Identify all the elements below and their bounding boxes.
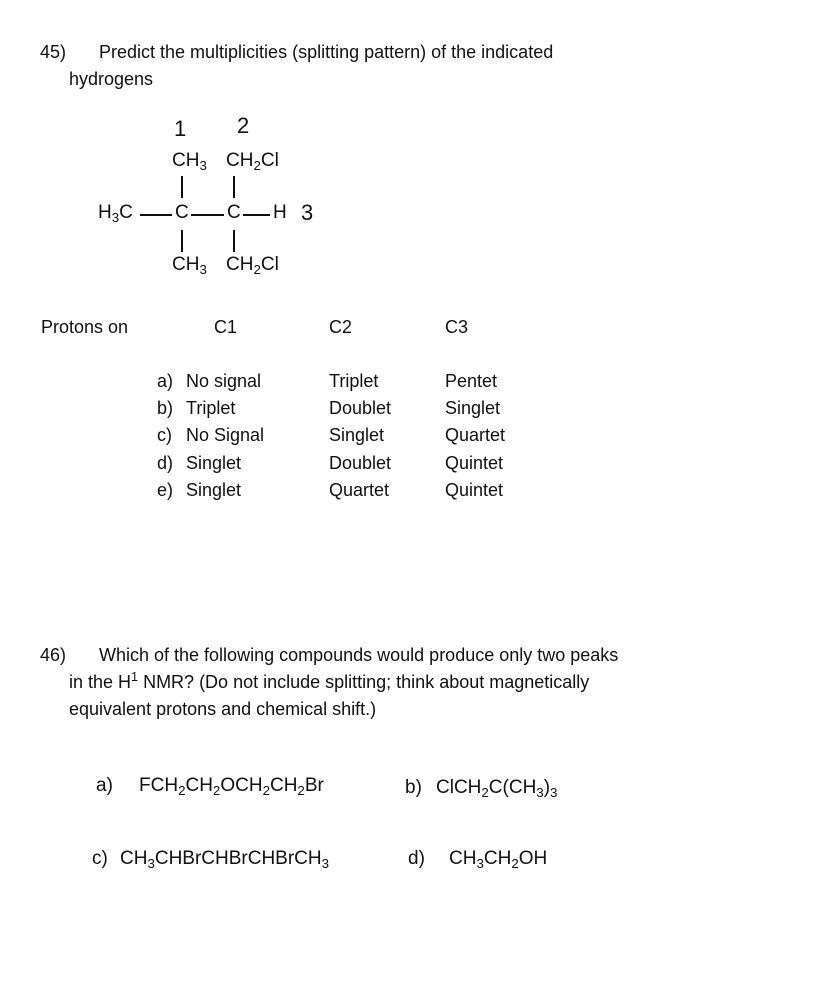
- bond-c1-top: [181, 176, 183, 198]
- option-letter: a): [96, 775, 113, 796]
- option-letter: a): [157, 371, 174, 391]
- option-c1: Singlet: [186, 453, 242, 473]
- option-c1: Triplet: [186, 398, 236, 418]
- q45-number: 45): [40, 42, 67, 62]
- q46-line2: [69, 672, 589, 693]
- bottom-chloromethyl: $CH_2Cl$: [226, 254, 279, 277]
- option-c2: Doublet: [329, 398, 392, 418]
- option-c1: Singlet: [186, 480, 242, 500]
- option-letter: b): [405, 777, 422, 798]
- q46-line3: equivalent protons and chemical shift.): [69, 699, 377, 719]
- bond-c2-bottom: [233, 230, 235, 252]
- superscript-1: 1: [131, 670, 139, 685]
- q45-prompt-line1: Predict the multiplicities (splitting pattern) of the indicated: [99, 42, 554, 62]
- bond-left: [140, 214, 172, 216]
- option-letter: b): [157, 398, 174, 418]
- q45-prompt-line2: hydrogens: [69, 69, 154, 89]
- formula-b: $ClCH_2C(CH_3)_3$: [436, 777, 558, 800]
- column-header-c2: C2: [329, 317, 353, 337]
- bond-c2-top: [233, 176, 235, 198]
- option-letter: d): [157, 453, 174, 473]
- option-c3: Quartet: [445, 425, 506, 445]
- carbon-label-3: 3: [301, 200, 314, 225]
- option-c3: Pentet: [445, 371, 498, 391]
- option-c2: Quartet: [329, 480, 390, 500]
- bond-c2-h: [243, 214, 270, 216]
- methine-carbon: C: [227, 202, 241, 223]
- bond-c1-c2: [191, 214, 224, 216]
- option-letter: d): [408, 848, 425, 869]
- row-header-protons-on: Protons on: [41, 317, 129, 337]
- option-letter: e): [157, 480, 174, 500]
- option-c2: Triplet: [329, 371, 379, 391]
- bond-c1-bottom: [181, 230, 183, 252]
- top-chloromethyl: $CH_2Cl$: [226, 150, 279, 173]
- option-letter: c): [92, 848, 108, 869]
- option-c1: No signal: [186, 371, 262, 391]
- column-header-c1: C1: [214, 317, 238, 337]
- quaternary-carbon: C: [175, 202, 189, 223]
- formula-c: $CH_3CHBrCHBrCHBrCH_3$: [120, 848, 330, 871]
- q46-line1: Which of the following compounds would produce only two peaks: [99, 645, 619, 665]
- column-header-c3: C3: [445, 317, 469, 337]
- left-methyl: $H_3C$: [98, 202, 133, 225]
- option-c1: No Signal: [186, 425, 265, 445]
- q46-line2-pre: in the H: [69, 672, 132, 692]
- methine-hydrogen: H: [273, 202, 287, 223]
- q46-number: 46): [40, 645, 67, 665]
- carbon-label-1: 1: [174, 116, 187, 141]
- option-letter: c): [157, 425, 172, 445]
- top-methyl: $CH_3$: [172, 150, 207, 173]
- bottom-methyl: $CH_3$: [172, 254, 207, 277]
- q46-line2-post: NMR? (Do not include splitting; think about magnetically: [138, 672, 590, 692]
- option-c3: Quintet: [445, 480, 504, 500]
- option-c3: Singlet: [445, 398, 501, 418]
- formula-a: $FCH_2CH_2OCH_2CH_2Br$: [139, 775, 324, 798]
- option-c3: Quintet: [445, 453, 504, 473]
- carbon-label-2: 2: [237, 113, 250, 138]
- formula-d: $CH_3CH_2OH$: [449, 848, 548, 871]
- option-c2: Singlet: [329, 425, 385, 445]
- option-c2: Doublet: [329, 453, 392, 473]
